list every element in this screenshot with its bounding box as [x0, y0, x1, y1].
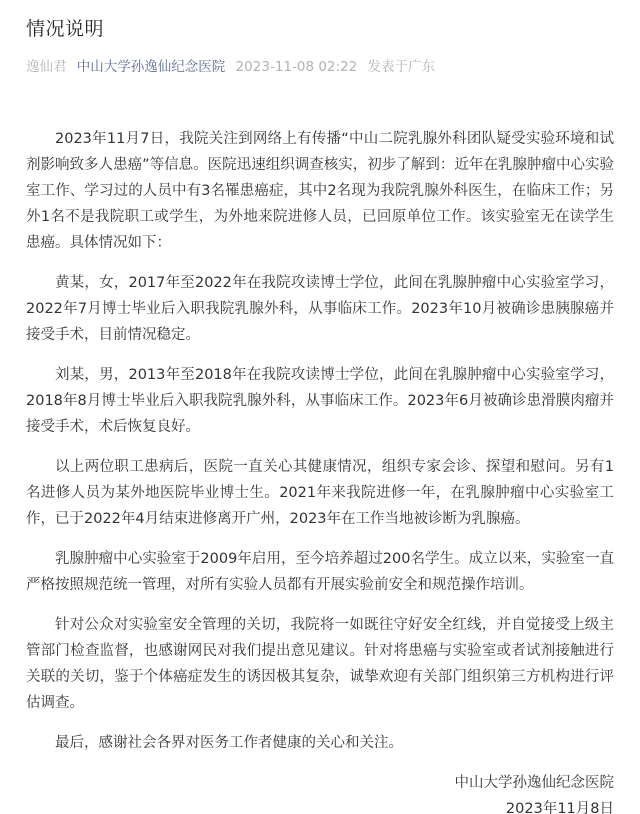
paragraph: 2023年11月7日，我院关注到网络上有传播“中山二院乳腺外科团队疑受实验环境和试剂影响致多人患癌”等信息。医院迅速组织调查核实，初步了解到：近年在乳腺肿瘤中心实验室工作、学习过的人员中有3名罹患癌症，其中2名现为我院乳腺外科医生，在临床工作；另外1名不是我院职工或学生，为外地来院进修人员，已回原单位工作。该实验室无在读学生患癌。具体情况如下： [26, 131, 614, 251]
account-name-link[interactable]: 中山大学孙逸仙纪念医院 [76, 59, 226, 75]
author-name: 逸仙君 [26, 59, 67, 75]
paragraph: 针对公众对实验室安全管理的关切，我院将一如既往守好安全红线，并自觉接受上级主管部门检查监督，也感谢网民对我们提出意见建议。针对将患癌与实验室或者试剂接触进行关联的关切，鉴于个体癌症发生的诱因极其复杂，诚挚欢迎有关部门组织第三方机构进行评估调查。 [26, 617, 614, 711]
paragraph: 刘某，男，2013年至2018年在我院攻读博士学位，此间在乳腺肿瘤中心实验室学习，2018年8月博士毕业后入职我院乳腺外科，从事临床工作。2023年6月被确诊患滑膜肉瘤并接受手术，术后恢复良好。 [26, 367, 614, 435]
paragraph: 最后，感谢社会各界对医务工作者健康的关心和关注。 [55, 735, 403, 751]
signature-date: 2023年11月8日 [505, 801, 614, 814]
paragraph: 黄某，女，2017年至2022年在我院攻读博士学位，此间在乳腺肿瘤中心实验室学习，2022年7月博士毕业后入职我院乳腺外科，从事临床工作。2023年10月被确诊患胰腺癌并接受手术，目前情况稳定。 [26, 275, 614, 343]
article-meta [26, 58, 614, 76]
signature-organization: 中山大学孙逸仙纪念医院 [454, 775, 614, 791]
paragraph: 乳腺肿瘤中心实验室于2009年启用，至今培养超过200名学生。成立以来，实验室一直严格按照规范统一管理，对所有实验人员都有开展实验前安全和规范操作培训。 [26, 551, 614, 593]
article-body [26, 126, 614, 814]
publish-time: 2023-11-08 02:22 [235, 59, 358, 75]
publish-location: 发表于广东 [367, 59, 436, 75]
article-title: 情况说明 [26, 18, 105, 40]
paragraph: 以上两位职工患病后，医院一直关心其健康情况，组织专家会诊、探望和慰问。另有1名进修人员为某外地医院毕业博士生。2021年来我院进修一年，在乳腺肿瘤中心实验室工作，已于2022年4月结束进修离开广州，2023年在工作当地被诊断为乳腺癌。 [26, 459, 614, 527]
